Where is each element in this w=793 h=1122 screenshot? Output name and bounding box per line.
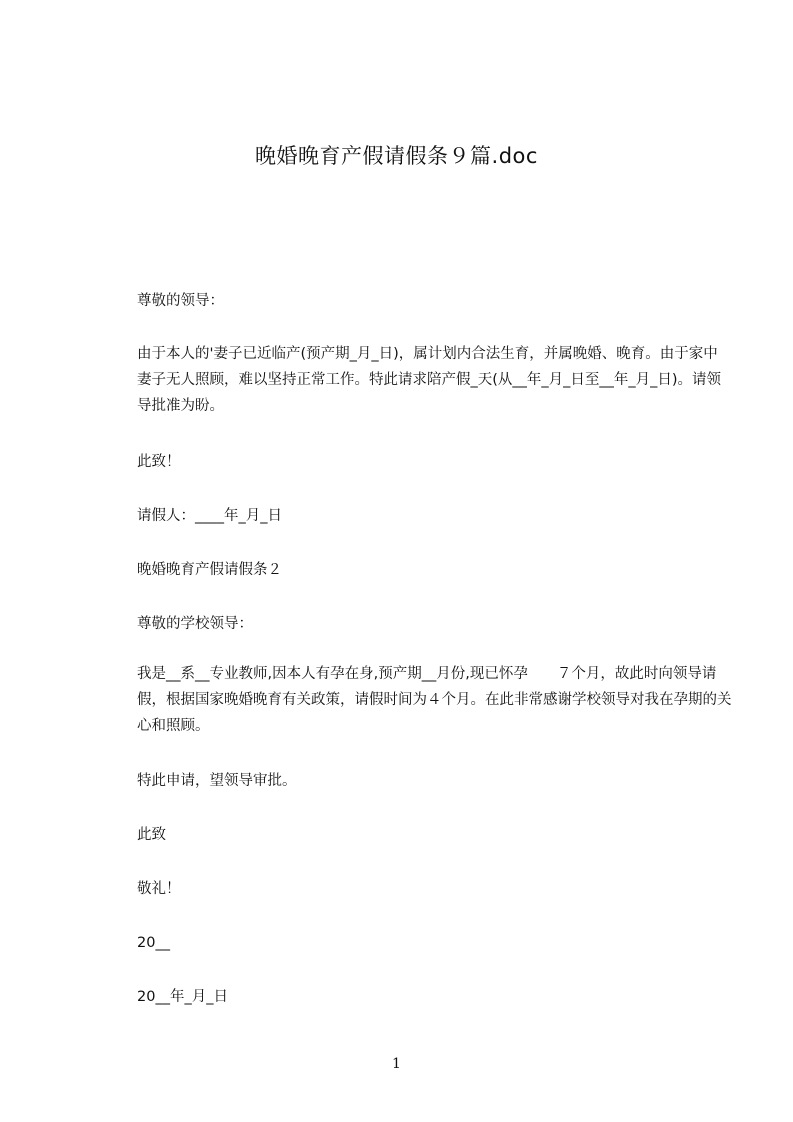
signature-line: 请假人：____年_月_日 <box>137 508 282 524</box>
closing-text: 特此申请，望领导审批。 <box>137 773 297 789</box>
page-number: 1 <box>392 1056 401 1072</box>
salutation: 尊敬的学校领导： <box>137 616 253 632</box>
body-paragraph: 由于本人的'妻子已近临产(预产期_月_日)，属计划内合法生育，并属晚婚、晚育。由于家中妻子无人照顾，难以坚持正常工作。特此请求陪产假_天(从__年_月_日至__年_月_日)。请领导批准为盼。 <box>137 346 722 414</box>
date-line: 20__年_月_日 <box>137 989 228 1005</box>
salutation: 尊敬的领导： <box>137 293 224 309</box>
closing-text: 此致 <box>137 827 166 843</box>
date-line: 20__ <box>137 935 170 951</box>
closing-text: 此致！ <box>137 454 181 470</box>
closing-text: 敬礼！ <box>137 881 181 897</box>
body-paragraph: 我是__系__专业教师,因本人有孕在身,预产期__月份,现已怀孕 ７个月，故此时向领导请假，根据国家晚婚晚育有关政策，请假时间为４个月。在此非常感谢学校领导对我在孕期的关心和照顾。 <box>137 666 732 734</box>
section-heading: 晚婚晚育产假请假条２ <box>137 562 282 578</box>
document-title: 晚婚晚育产假请假条９篇.doc <box>255 144 538 168</box>
